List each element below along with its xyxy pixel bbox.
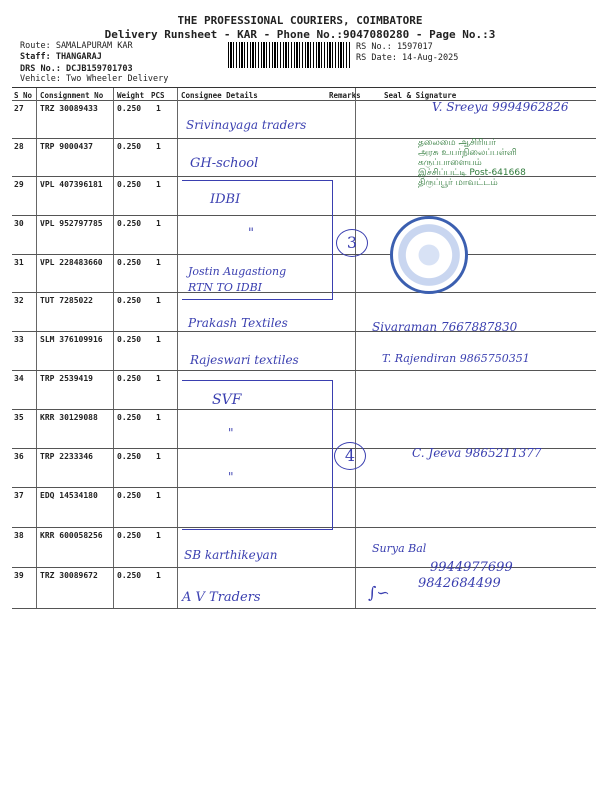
cell-pcs: 1 xyxy=(156,258,161,267)
cell-pcs: 1 xyxy=(156,335,161,344)
rs-date-label: RS Date: 14-Aug-2025 xyxy=(356,53,459,63)
rs-no-label: RS No.: 1597017 xyxy=(356,42,433,52)
cell-sno: 38 xyxy=(14,531,24,540)
route-label: Route: SAMALAPURAM KAR xyxy=(20,41,133,51)
handwritten-consignee: SB karthikeyan xyxy=(184,548,278,562)
cell-consignment-no: TRP 2233346 xyxy=(40,452,93,461)
cell-consignment-no: KRR 30129088 xyxy=(40,413,98,422)
stamp-line: திருப்பூர் மாவட்டம் xyxy=(418,178,498,188)
cell-pcs: 1 xyxy=(156,142,161,151)
stamp-line: அரசு உயர்நிலைப்பள்ளி xyxy=(418,148,517,158)
signature: 9944977699 xyxy=(430,560,513,575)
cell-consignment-no: VPL 952797785 xyxy=(40,219,103,228)
cell-pcs: 1 xyxy=(156,180,161,189)
cell-weight: 0.250 xyxy=(117,413,142,422)
signature: V. Sreeya 9994962826 xyxy=(432,100,569,114)
row-divider xyxy=(12,370,596,371)
cell-weight: 0.250 xyxy=(117,180,142,189)
signature: 9842684499 xyxy=(418,576,501,591)
col-divider xyxy=(355,88,356,608)
table-top-rule xyxy=(12,87,596,88)
col-header-weight: Weight xyxy=(117,91,145,100)
signature-scribble: ∫∽ xyxy=(368,583,390,602)
group-bracket xyxy=(182,380,333,530)
cell-sno: 28 xyxy=(14,142,24,151)
remark-circle: 4 xyxy=(334,442,366,470)
cell-consignment-no: VPL 228483660 xyxy=(40,258,103,267)
round-seal-stamp xyxy=(390,216,468,294)
col-divider xyxy=(177,88,178,608)
document-title: THE PROFESSIONAL COURIERS, COIMBATORE xyxy=(177,14,423,27)
handwritten-consignee: Rajeswari textiles xyxy=(190,353,299,367)
stamp-line: கருப்பாளையம் xyxy=(418,158,482,168)
cell-weight: 0.250 xyxy=(117,531,142,540)
col-header-pcs: PCS xyxy=(151,91,165,100)
stamp-line: இச்சிப்பட்டி Post-641668 xyxy=(418,168,526,178)
drs-label: DRS No.: DCJB159701703 xyxy=(20,64,133,74)
handwritten-consignee: IDBI xyxy=(210,192,241,207)
cell-consignment-no: EDQ 14534180 xyxy=(40,491,98,500)
cell-weight: 0.250 xyxy=(117,104,142,113)
signature: Surya Bal xyxy=(372,542,427,555)
cell-pcs: 1 xyxy=(156,296,161,305)
handwritten-consignee: Prakash Textiles xyxy=(188,316,288,330)
handwritten-consignee: GH-school xyxy=(190,156,259,171)
row-divider xyxy=(12,138,596,139)
col-header-remarks: Remarks xyxy=(329,91,361,100)
cell-sno: 36 xyxy=(14,452,24,461)
col-divider xyxy=(113,88,114,608)
cell-weight: 0.250 xyxy=(117,571,142,580)
handwritten-consignee: Srivinayaga traders xyxy=(186,118,307,132)
signature: Sivaraman 7667887830 xyxy=(372,320,518,334)
cell-pcs: 1 xyxy=(156,374,161,383)
cell-weight: 0.250 xyxy=(117,491,142,500)
cell-consignment-no: TRP 2539419 xyxy=(40,374,93,383)
cell-sno: 30 xyxy=(14,219,24,228)
cell-pcs: 1 xyxy=(156,491,161,500)
cell-weight: 0.250 xyxy=(117,335,142,344)
handwritten-consignee: SVF xyxy=(212,392,242,408)
col-header-consignment: Consignment No xyxy=(40,91,104,100)
cell-sno: 32 xyxy=(14,296,24,305)
cell-pcs: 1 xyxy=(156,531,161,540)
cell-consignment-no: KRR 600058256 xyxy=(40,531,103,540)
document-subtitle: Delivery Runsheet - KAR - Phone No.:9047080280 - Page No.:3 xyxy=(104,28,496,41)
cell-consignment-no: TUT 7285022 xyxy=(40,296,93,305)
cell-pcs: 1 xyxy=(156,571,161,580)
cell-pcs: 1 xyxy=(156,413,161,422)
remark-circle: 3 xyxy=(336,229,368,257)
signature: C. Jeeva 9865211377 xyxy=(412,446,542,460)
row-divider xyxy=(12,608,596,609)
handwritten-consignee: " xyxy=(248,226,254,241)
cell-sno: 34 xyxy=(14,374,24,383)
staff-label: Staff: THANGARAJ xyxy=(20,52,102,62)
cell-sno: 33 xyxy=(14,335,24,344)
cell-pcs: 1 xyxy=(156,219,161,228)
barcode xyxy=(228,42,350,68)
cell-sno: 35 xyxy=(14,413,24,422)
handwritten-consignee: " xyxy=(228,470,234,484)
vehicle-label: Vehicle: Two Wheeler Delivery xyxy=(20,74,169,84)
cell-weight: 0.250 xyxy=(117,258,142,267)
cell-sno: 37 xyxy=(14,491,24,500)
handwritten-consignee: Jostin Augastiong xyxy=(188,265,287,278)
handwritten-consignee: A V Traders xyxy=(182,590,261,605)
cell-sno: 29 xyxy=(14,180,24,189)
signature: T. Rajendiran 9865750351 xyxy=(382,352,530,365)
cell-sno: 27 xyxy=(14,104,24,113)
cell-weight: 0.250 xyxy=(117,452,142,461)
handwritten-consignee: " xyxy=(228,426,234,440)
cell-sno: 31 xyxy=(14,258,24,267)
cell-weight: 0.250 xyxy=(117,219,142,228)
handwritten-consignee-note: RTN TO IDBI xyxy=(188,281,262,294)
cell-consignment-no: VPL 407396181 xyxy=(40,180,103,189)
cell-weight: 0.250 xyxy=(117,142,142,151)
cell-consignment-no: TRZ 30089672 xyxy=(40,571,98,580)
cell-consignment-no: TRZ 30089433 xyxy=(40,104,98,113)
group-bracket xyxy=(182,180,333,300)
cell-pcs: 1 xyxy=(156,452,161,461)
cell-consignment-no: SLM 376109916 xyxy=(40,335,103,344)
col-header-consignee: Consignee Details xyxy=(181,91,258,100)
stamp-line: தலைமை ஆசிரியர் xyxy=(418,138,496,148)
col-header-seal: Seal & Signature xyxy=(384,91,457,100)
col-header-sno: S No xyxy=(14,91,33,100)
col-divider xyxy=(36,88,37,608)
cell-consignment-no: TRP 9000437 xyxy=(40,142,93,151)
cell-pcs: 1 xyxy=(156,104,161,113)
cell-sno: 39 xyxy=(14,571,24,580)
cell-weight: 0.250 xyxy=(117,374,142,383)
cell-weight: 0.250 xyxy=(117,296,142,305)
